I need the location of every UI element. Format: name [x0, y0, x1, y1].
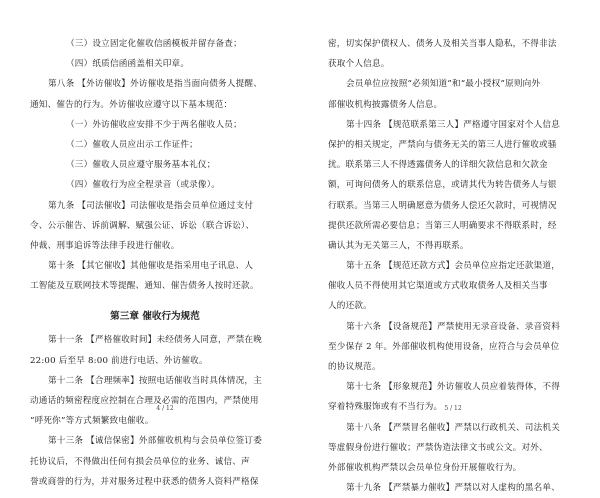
left-page: [0, 0, 300, 487]
text-line: 第十四条 【规范联系第三人】严格遵守国家对个人信息: [346, 119, 560, 130]
text-line: 的协议规范。: [328, 362, 381, 372]
text-line: 动通话的频密程度应控制在合理及必需的范围内，严禁使用: [30, 396, 259, 406]
text-line: 第八条 【外访催收】外访催收是指当面向债务人提醒、: [48, 79, 262, 90]
text-line: 仲裁、刑事追诉等法律手段进行催收。: [30, 240, 180, 251]
text-line: “呼死你”等方式频繁致电催收。: [30, 416, 154, 427]
text-line: 第十一条 【严格催收时间】未经债务人同意，严禁在晚: [48, 335, 262, 346]
text-line: （四）催收行为应全程录音（或录像）。: [66, 180, 220, 191]
text-line: 托协议后，不得做出任何有损会员单位的业务、诚信、声: [30, 456, 250, 467]
text-line: 22:00 后至早 8:00 前进行电话、外访催收。: [30, 355, 208, 366]
text-line: 等虚假身份进行催收；严禁伪造法律文书或公文。对外、: [328, 442, 548, 453]
right-page-text-block: [328, 34, 574, 498]
text-line: 第九条 【司法催收】司法催收是指会员单位通过支付: [48, 200, 254, 211]
text-line: 保护的相关规定，严禁向与债务无关的第三人进行催收或骚: [328, 139, 557, 150]
text-line: 密，切实保护债权人、债务人及相关当事人隐私，不得非法: [328, 39, 557, 49]
right-page: [300, 0, 600, 494]
text-line: 第十条 【其它催收】其他催收是指采用电子讯息、人: [48, 261, 254, 272]
text-line: （三）设立固定化催收信函模板并留存备查；: [66, 39, 242, 49]
text-line: （三）催收人员应遵守服务基本礼仪；: [66, 160, 216, 171]
text-line: 第十五条 【规范还款方式】会员单位应指定还款渠道，: [346, 261, 560, 272]
text-line: 行联系。当第三人明确愿意为债务人偿还欠款时，可视情况: [328, 200, 557, 211]
text-line: 通知、催告的行为。外访催收应遵守以下基本规范：: [30, 99, 233, 110]
text-line: 催收人员不得使用其它渠道或方式收取债务人及相关当事: [328, 281, 548, 292]
text-line: 会员单位应按照“必须知道”和“最小授权”原则向外: [346, 79, 541, 90]
text-line: 第十九条 【严禁暴力催收】严禁以对人虚构的黑名单、: [346, 483, 560, 494]
text-line: 确认其为无关第三人，不得再联系。: [328, 240, 469, 251]
text-line: 额，可询问债务人的联系信息，或请其代为转告债务人与银: [328, 180, 557, 191]
text-line: 第十八条 【严禁冒名催收】严禁以行政机关、司法机关: [346, 422, 560, 433]
text-line: 外部催收机构严禁以会员单位身份开展催收行为。: [328, 462, 522, 473]
page-number-left: 4 / 12: [156, 405, 174, 412]
left-page-text-block: [30, 34, 280, 296]
text-line: 穿着特殊服饰或有不当行为。: [328, 402, 443, 413]
text-line: 第十六条 【设备规范】严禁使用无录音设备、录音资料: [346, 321, 560, 332]
text-line: 令、公示催告、诉前调解、赋强公证、诉讼（联合诉讼）、: [30, 220, 255, 231]
text-line: 至少保存 2 年。外部催收机构使用设备，应符合与会员单位: [328, 341, 560, 352]
text-line: 扰。联系第三人不得透露债务人的详细欠款信息和欠款金: [328, 160, 548, 171]
text-line: 提供还款所需必要信息；当第三人明确要求不得联系时，经: [328, 220, 557, 231]
text-line: （四）纸质信函函盖相关印章。: [66, 59, 190, 70]
text-line: （一）外访催收应安排不少于两名催收人员；: [66, 119, 242, 130]
text-line: 部催收机构披露债务人信息。: [328, 99, 443, 110]
text-line: 第十七条 【形象规范】外访催收人员应着装得体，不得: [346, 382, 560, 393]
text-line: 誉或商誉的行为，并对服务过程中获悉的债务人资料严格保: [30, 476, 259, 487]
text-line: （二）催收人员应出示工作证件；: [66, 139, 198, 150]
text-line: 获取个人信息。: [328, 59, 390, 70]
text-line: 人的还款。: [328, 301, 372, 312]
text-line: 工智能及互联网技术等提醒、通知、催告债务人按时还款。: [30, 281, 259, 292]
chapter-heading: 第三章 催收行为规范: [110, 311, 200, 323]
page-number-right: 5 / 12: [444, 405, 462, 412]
text-line: 第十三条 【诚信保密】外部催收机构与会员单位签订委: [48, 436, 262, 447]
text-line: 第十二条 【合理频率】按照电话催收当时具体情况，主: [48, 375, 262, 386]
